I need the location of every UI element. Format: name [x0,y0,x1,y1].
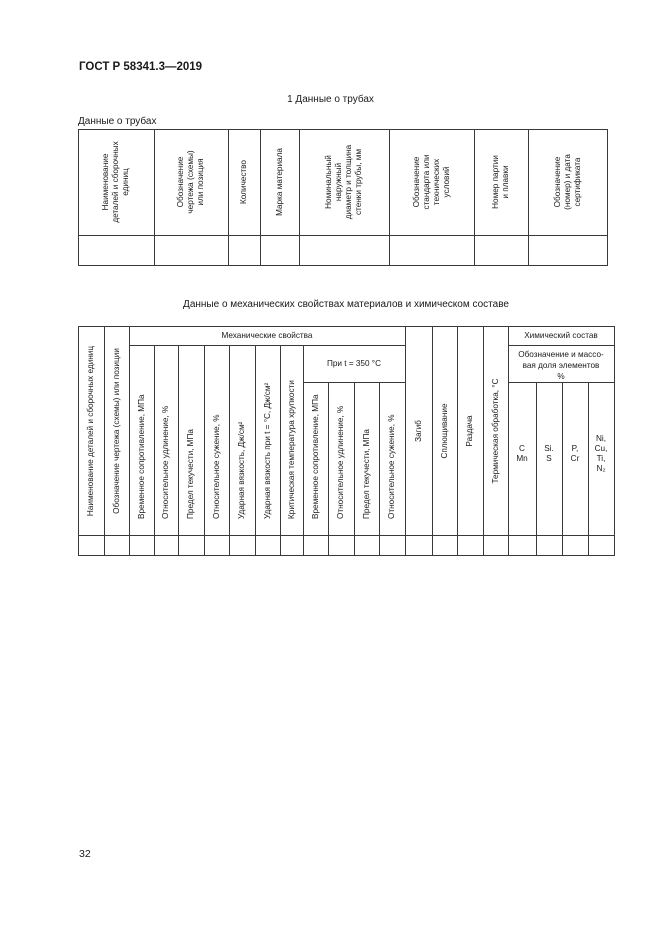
t2-chem-col: Ni, Cu, Ti, N₂ [594,434,608,473]
t2-bend-col: Загиб [413,419,423,442]
t2-temp-col: Предел текучести, МПа [361,429,371,519]
t2-chem-col: Si. S [544,444,554,463]
table2-caption: Данные о механических свойствах материалов и химическом составе [183,299,509,310]
t1-header-certificate: Обозначение (номер) и дата сертификата [552,154,582,210]
t2-mech-col: Предел текучести, МПа [186,429,195,519]
t2-mech-col: Относительное удлинение, % [161,405,170,519]
table1-caption: Данные о трубах [78,116,157,127]
t1-header-material: Марка материала [274,148,284,216]
t2-chem-header: Химический состав [524,331,598,340]
document-title: ГОСТ Р 58341.3—2019 [79,61,203,73]
t2-header-name: Наименование деталей и сборочных единиц [86,345,95,516]
t1-header-diameter: Номинальный наружный диаметр и толщина стенки трубы, мм [324,144,363,220]
mechanical-chemical-table [78,326,615,556]
t2-flare-col: Раздача [465,414,474,447]
t2-mech-header: Механические свойства [221,331,313,340]
t2-flatten-col: Сплющивание [439,402,449,459]
t2-mech-col: Относительное сужение, % [211,414,221,519]
t1-header-batch: Номер партии и плавки [491,155,510,209]
page-number: 32 [79,848,91,860]
t2-chem-col: C Mn [516,444,528,463]
t2-temp-col: Относительное сужение, % [387,414,396,519]
pipes-table [78,129,608,266]
t2-mech-col: Временное сопротивление, МПа [136,394,146,519]
t2-temp-col: Относительное удлинение, % [336,405,345,519]
t2-mech-col: Ударная вязкость при t = °C, Дж/см² [262,382,272,519]
section-heading: 1 Данные о трубах [287,94,374,105]
t1-header-drawing: Обозначение чертежа (схемы) или позиция [176,150,205,214]
t1-header-name: Наименование деталей и сборочных единиц [101,141,130,223]
t2-at-temp-header: При t = 350 °С [326,359,381,368]
t1-header-quantity: Количество [239,160,248,204]
t2-temp-col: Временное сопротивление, МПа [310,394,320,519]
t2-mech-col: Ударная вязкость, Дж/см² [237,421,246,519]
t2-chem-col: P, Cr [570,444,580,463]
t2-header-drawing: Обозначение чертежа (схемы) или позиции [111,347,121,514]
t2-chem-subheader: Обозначение и массо- вая доля элементов % [518,350,604,381]
t2-mech-col: Критическая температура хрупкости [286,380,296,519]
t1-header-standard: Обозначение стандарта или технических условий [411,154,451,210]
t2-heat-treatment-col: Термическая обработка, °С [490,377,500,484]
